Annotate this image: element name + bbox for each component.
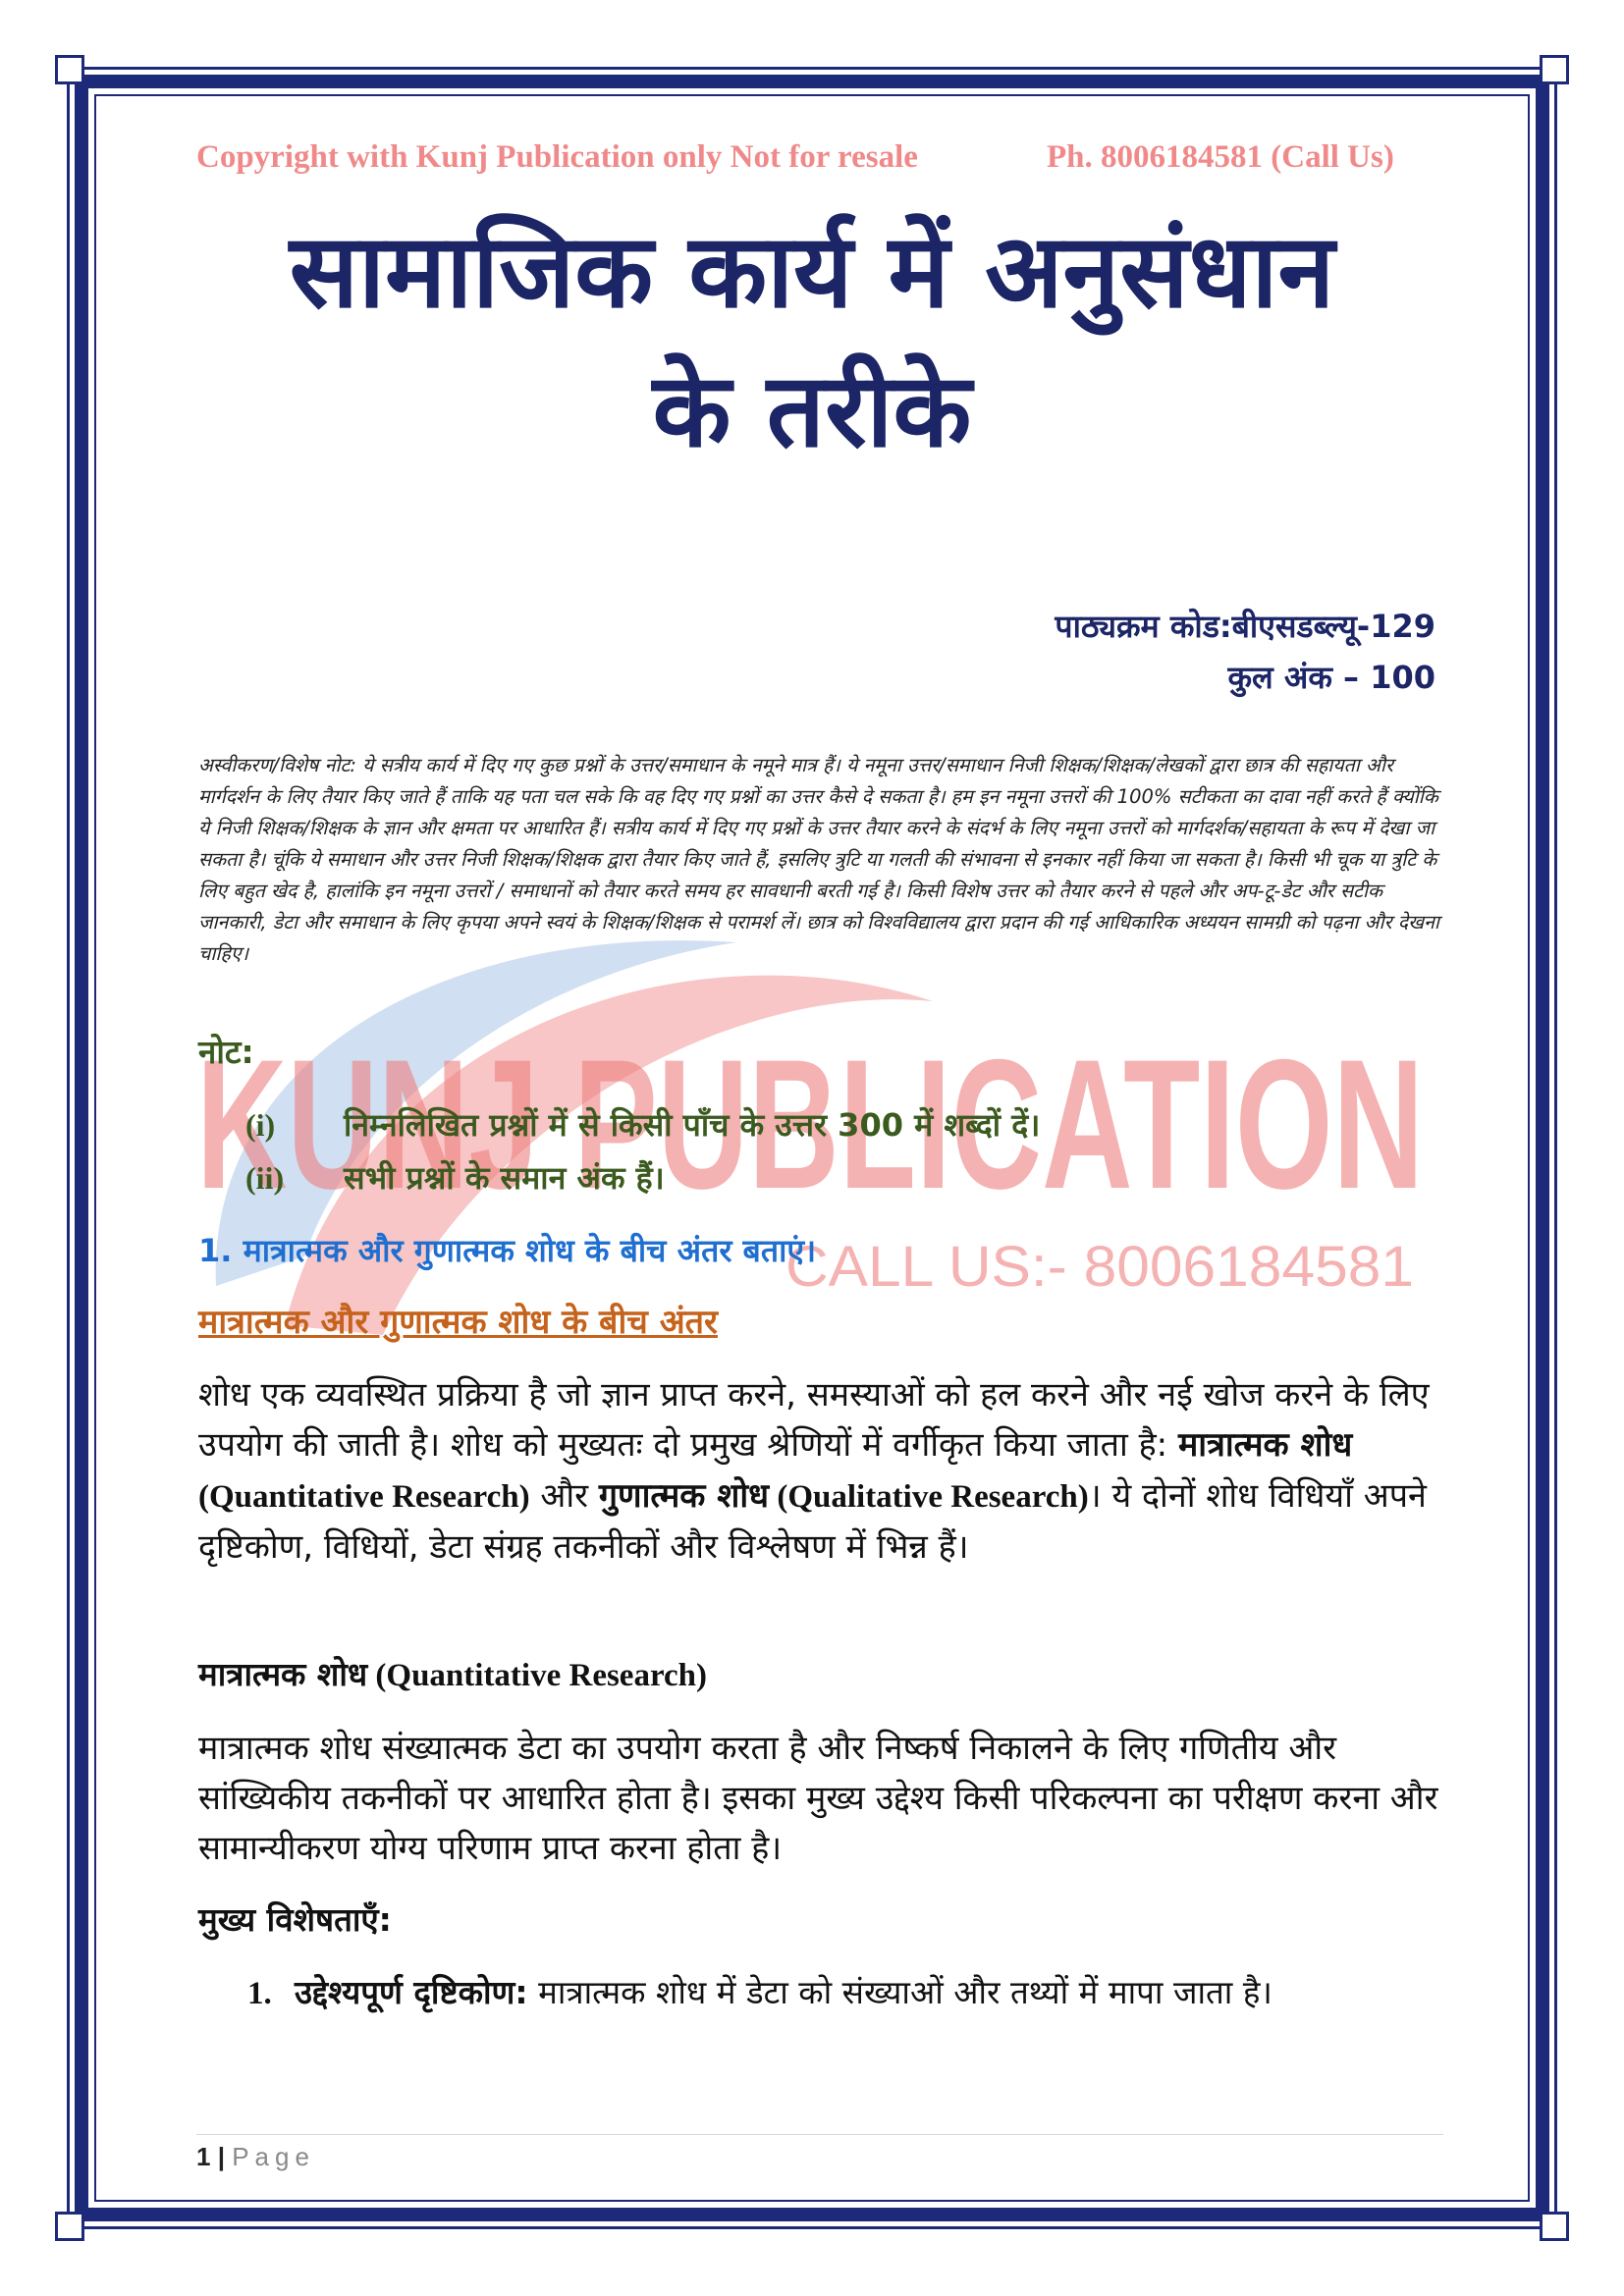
note-item-text: निम्नलिखित प्रश्नों में से किसी पाँच के उत्तर 300 में शब्दों दें।: [344, 1106, 1041, 1144]
intro-text-1: शोध एक व्यवस्थित प्रक्रिया है जो ज्ञान प्राप्त करने, समस्याओं को हल करने और नई खोज करने के लिए उपयोग की जाती है। शोध को मुख्यतः दो प्रमुख श्रेणियों में वर्गीकृत किया जाता है:: [198, 1375, 1430, 1465]
intro-paragraph: [198, 1370, 1445, 1573]
term-quantitative-english: (Quantitative Research): [198, 1479, 530, 1515]
watermark-contact-text: CALL US:- 8006184581: [785, 1235, 1414, 1299]
quantitative-paragraph: मात्रात्मक शोध संख्यात्मक डेटा का उपयोग करता है और निष्कर्ष निकालने के लिए गणितीय और सांख्यिकीय तकनीकों पर आधारित होता है। इसका मुख्य उद्देश्य किसी परिकल्पना का परीक्षण करना और सामान्यीकरण योग्य परिणाम प्राप्त करना होता है।: [198, 1729, 1438, 1868]
section-heading-quantitative: [198, 1651, 707, 1695]
note-heading: नोट:: [198, 1033, 254, 1071]
list-item-number: 1.: [247, 1976, 272, 2011]
border-corner-top-left: [55, 55, 84, 84]
page-separator: |: [210, 2142, 233, 2171]
features-heading: मुख्य विशेषताएँ:: [198, 1900, 392, 1939]
note-item: [245, 1156, 665, 1199]
border-corner-bottom-right: [1540, 2212, 1569, 2241]
total-marks: कुल अंक – 100: [1227, 659, 1435, 696]
intro-text-3: । ये दोनों शोध विधियाँ अपने दृष्टिकोण, विधियों, डेटा संग्रह तकनीकों और विश्लेषण में भिन्न हैं।: [198, 1476, 1427, 1567]
page-number: 1: [196, 2142, 211, 2171]
page-title: [147, 201, 1477, 480]
copyright-header: [196, 139, 1434, 176]
question-heading: 1. मात्रात्मक और गुणात्मक शोध के बीच अंतर बताएं।: [198, 1232, 817, 1269]
phone-text: Ph. 8006184581 (Call Us): [1047, 139, 1394, 175]
watermark-brand-text: KUNJ PUBLICATION: [196, 1021, 1424, 1227]
page-label: Page: [232, 2142, 315, 2171]
course-code: पाठ्यक्रम कोड:बीएसडब्ल्यू-129: [1055, 608, 1435, 645]
note-item: [245, 1103, 1040, 1146]
border-corner-top-right: [1540, 55, 1569, 84]
title-line-1: सामाजिक कार्य में अनुसंधान: [289, 211, 1335, 331]
page-footer: [196, 2142, 315, 2172]
note-item-number: (i): [245, 1107, 276, 1143]
intro-text-2: और: [529, 1476, 599, 1516]
answer-subheading: मात्रात्मक और गुणात्मक शोध के बीच अंतर: [198, 1303, 718, 1342]
copyright-text: Copyright with Kunj Publication only Not for resale: [196, 139, 918, 175]
section-title: मात्रात्मक शोध: [198, 1655, 368, 1693]
course-info: [1055, 601, 1435, 703]
term-qualitative-english: (Qualitative Research): [769, 1479, 1089, 1515]
note-item-text: सभी प्रश्नों के समान अंक हैं।: [344, 1159, 665, 1197]
section-title-english: (Quantitative Research): [367, 1658, 707, 1693]
title-line-2: के तरीके: [652, 350, 972, 470]
footer-divider: [196, 2134, 1443, 2135]
list-item-label: उद्देश्यपूर्ण दृष्टिकोण:: [295, 1973, 528, 2011]
border-corner-bottom-left: [55, 2212, 84, 2241]
disclaimer-text: अस्वीकरण/विशेष नोट: ये सत्रीय कार्य में दिए गए कुछ प्रश्नों के उत्तर/समाधान के नमूने मात्र हैं। ये नमूना उत्तर/समाधान निजी शिक्षक/शिक्षक/लेखकों द्वारा छात्र की सहायता और मार्गदर्शन के लिए तैयार किए जाते हैं ताकि यह पता चल सके कि वह दिए गए प्रश्नों का उत्तर कैसे दे सकता है। हम इन नमूना उत्तरों की 100% सटीकता का दावा नहीं करते हैं क्योंकि ये निजी शिक्षक/शिक्षक के ज्ञान और क्षमता पर आधारित हैं। सत्रीय कार्य में दिए गए प्रश्नों के उत्तर तैयार करने के संदर्भ के लिए नमूना उत्तरों को मार्गदर्शक/सहायता के रूप में देखा जा सकता है। चूंकि ये समाधान और उत्तर निजी शिक्षक/शिक्षक द्वारा तैयार किए जाते हैं, इसलिए त्रुटि या गलती की संभावना से इनकार नहीं किया जा सकता है। किसी भी चूक या त्रुटि के लिए बहुत खेद है, हालांकि इन नमूना उत्तरों / समाधानों को तैयार करते समय हर सावधानी बरती गई है। किसी विशेष उत्तर को तैयार करने से पहले और अप-टू-डेट और सटीक जानकारी, डेटा और समाधान के लिए कृपया अपने स्वयं के शिक्षक/शिक्षक से परामर्श लें। छात्र को विश्वविद्यालय द्वारा प्रदान की गई आधिकारिक अध्ययन सामग्री को पढ़ना और देखना चाहिए।: [198, 754, 1439, 965]
term-qualitative: गुणात्मक शोध: [598, 1476, 770, 1516]
list-item: [247, 1969, 1272, 2013]
list-item-text: मात्रात्मक शोध में डेटा को संख्याओं और तथ्यों में मापा जाता है।: [527, 1973, 1272, 2011]
term-quantitative: मात्रात्मक शोध: [1177, 1425, 1353, 1465]
note-item-number: (ii): [245, 1160, 285, 1196]
